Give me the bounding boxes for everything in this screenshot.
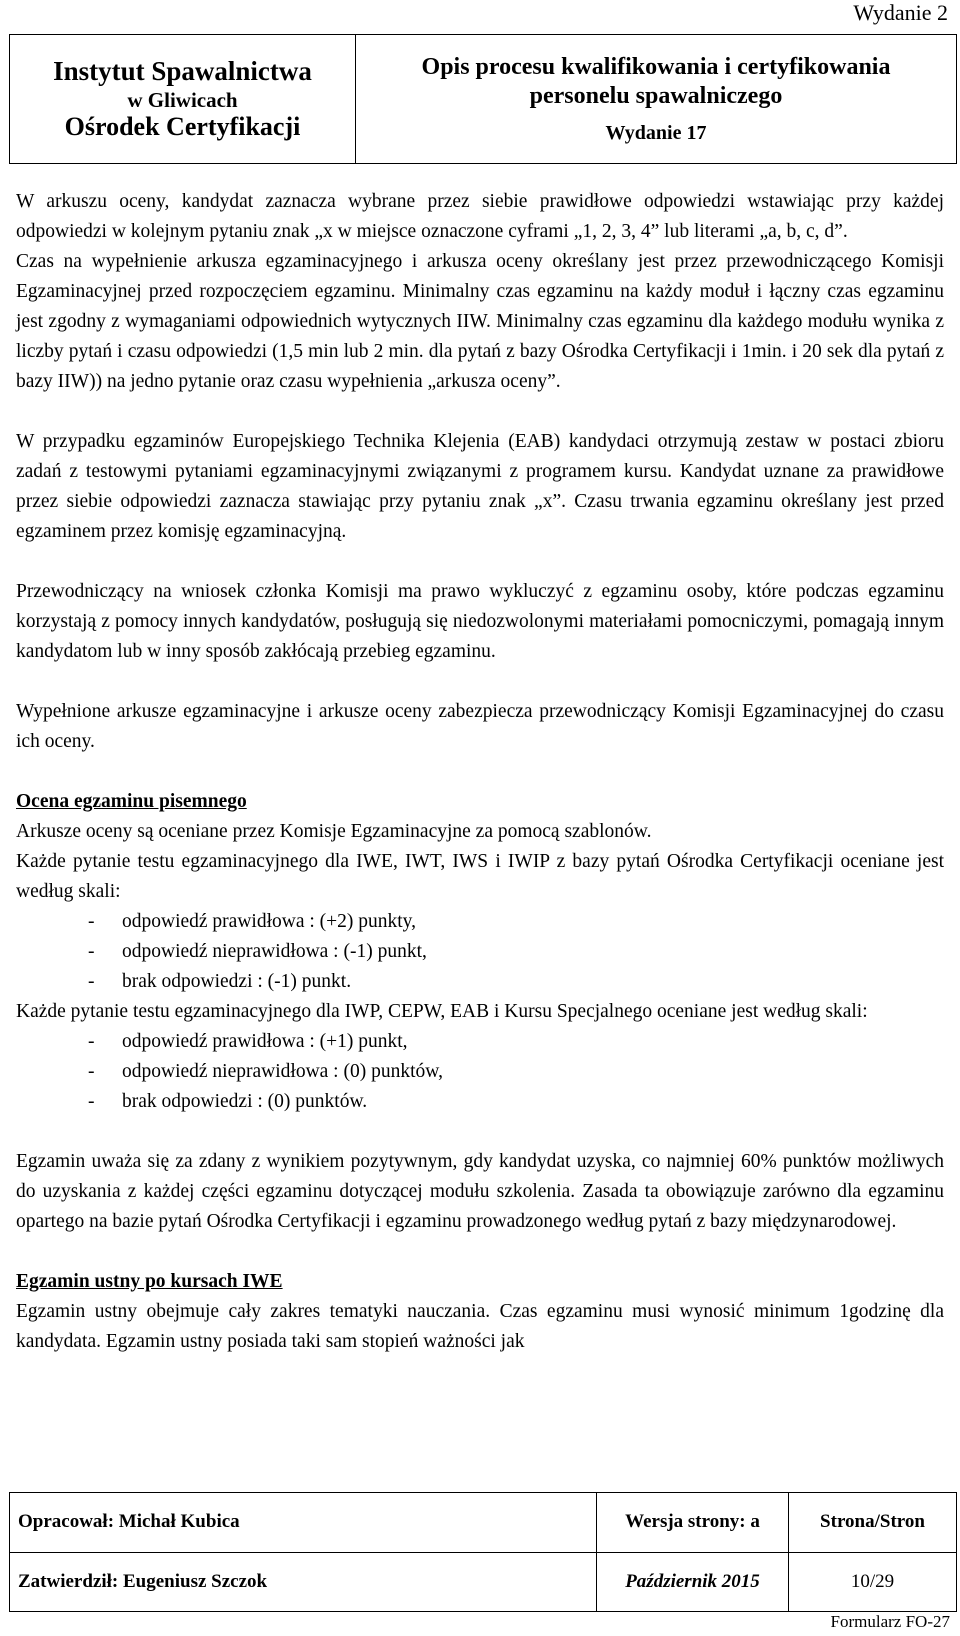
certification-center: Ośrodek Certyfikacji xyxy=(64,111,301,141)
page-number: 10/29 xyxy=(789,1552,957,1612)
document-header xyxy=(9,34,957,164)
document-title-line1: Opis procesu kwalifikowania i certyfikowania xyxy=(421,53,891,80)
paragraph: W przypadku egzaminów Europejskiego Technika Klejenia (EAB) kandydaci otrzymują zestaw w postaci zbioru zadań z testowymi pytaniami egzaminacyjnymi związanymi z programem kursu. Kandydat uznane za prawidłowe przez siebie odpowiedzi zaznacza stawiając przy pytaniu znak „x”. Czasu trwania egzaminu określany jest przed egzaminem przez komisję egzaminacyjną. xyxy=(16,431,944,542)
title-cell xyxy=(356,35,957,164)
list-item: - brak odpowiedzi : (0) punktów. xyxy=(88,1091,368,1112)
document-footer xyxy=(9,1492,957,1612)
issue-date: Październik 2015 xyxy=(597,1552,789,1612)
paragraph: Egzamin ustny obejmuje cały zakres tematyki nauczania. Czas egzaminu musi wynosić minimum 1godzinę dla kandydata. Egzamin ustny posiada taki sam stopień ważności jak xyxy=(16,1301,944,1352)
approved-by: Zatwierdził: Eugeniusz Szczok xyxy=(10,1552,597,1612)
page-label: Strona/Stron xyxy=(789,1493,957,1553)
paragraph: W arkuszu oceny, kandydat zaznacza wybrane przez siebie prawidłowe odpowiedzi wstawiając przy każdej odpowiedzi w kolejnym pytaniu znak „x w miejsce oznaczone cyframi „1, 2, 3, 4” lub literami „a, b, c, d”. xyxy=(16,191,944,242)
paragraph: Egzamin uważa się za zdany z wynikiem pozytywnym, gdy kandydat uzyska, co najmniej 60% punktów możliwych do uzyskania z każdej części egzaminu dotyczącej modułu szkolenia. Zasada ta obowiązuje zarówno dla egzaminu opartego na bazie pytań Ośrodka Certyfikacji i egzaminu prowadzonego według pytań z bazy międzynarodowej. xyxy=(16,1151,944,1232)
list-item: - odpowiedź prawidłowa : (+1) punkt, xyxy=(88,1031,408,1052)
section-heading: Ocena egzaminu pisemnego xyxy=(16,791,247,812)
document-edition: Wydanie 17 xyxy=(605,122,707,145)
list-item: - odpowiedź nieprawidłowa : (-1) punkt, xyxy=(88,941,427,962)
paragraph: Każde pytanie testu egzaminacyjnego dla IWP, CEPW, EAB i Kursu Specjalnego oceniane jest według skali: xyxy=(16,1001,868,1022)
list-item: - brak odpowiedzi : (-1) punkt. xyxy=(88,971,352,992)
edition-top: Wydanie 2 xyxy=(853,0,948,25)
list-item: - odpowiedź nieprawidłowa : (0) punktów, xyxy=(88,1061,443,1082)
version-label: Wersja strony: a xyxy=(597,1493,789,1553)
list-item: - odpowiedź prawidłowa : (+2) punkty, xyxy=(88,911,417,932)
prepared-by: Opracował: Michał Kubica xyxy=(10,1493,597,1553)
paragraph: Czas na wypełnienie arkusza egzaminacyjnego i arkusza oceny określany jest przez przewodniczącego Komisji Egzaminacyjnej przed rozpoczęciem egzaminu. Minimalny czas egzaminu na każdy moduł i łączny czas egzaminu jest zgodny z wymaganiami odpowiednich wytycznych IIW. Minimalny czas egzaminu dla każdego modułu wynika z liczby pytań i czasu odpowiedzi (1,5 min lub 2 min. dla pytań z bazy Ośrodka Certyfikacji i 1min. i 20 sek dla pytań z bazy IIW)) na jedno pytanie oraz czasu wypełnienia „arkusza oceny”. xyxy=(16,251,944,392)
document-body xyxy=(16,187,944,1357)
section-heading: Egzamin ustny po kursach IWE xyxy=(16,1271,283,1292)
paragraph: Każde pytanie testu egzaminacyjnego dla IWE, IWT, IWS i IWIP z bazy pytań Ośrodka Certyfikacji oceniane jest według skali: xyxy=(16,851,944,902)
paragraph: Arkusze oceny są oceniane przez Komisje Egzaminacyjne za pomocą szablonów. xyxy=(16,821,652,842)
paragraph: Wypełnione arkusze egzaminacyjne i arkusze oceny zabezpiecza przewodniczący Komisji Egzaminacyjnej do czasu ich oceny. xyxy=(16,701,944,752)
document-title-line2: personelu spawalniczego xyxy=(529,82,783,109)
institute-city: w Gliwicach xyxy=(127,87,238,112)
institute-cell xyxy=(10,35,356,164)
form-code: Formularz FO-27 xyxy=(830,1612,950,1631)
institute-name: Instytut Spawalnictwa xyxy=(53,56,312,87)
paragraph: Przewodniczący na wniosek członka Komisji ma prawo wykluczyć z egzaminu osoby, które podczas egzaminu korzystają z pomocy innych kandydatów, posługują się niedozwolonymi materiałami pomocniczymi, pomagają innym kandydatom lub w inny sposób zakłócają przebieg egzaminu. xyxy=(16,581,944,662)
